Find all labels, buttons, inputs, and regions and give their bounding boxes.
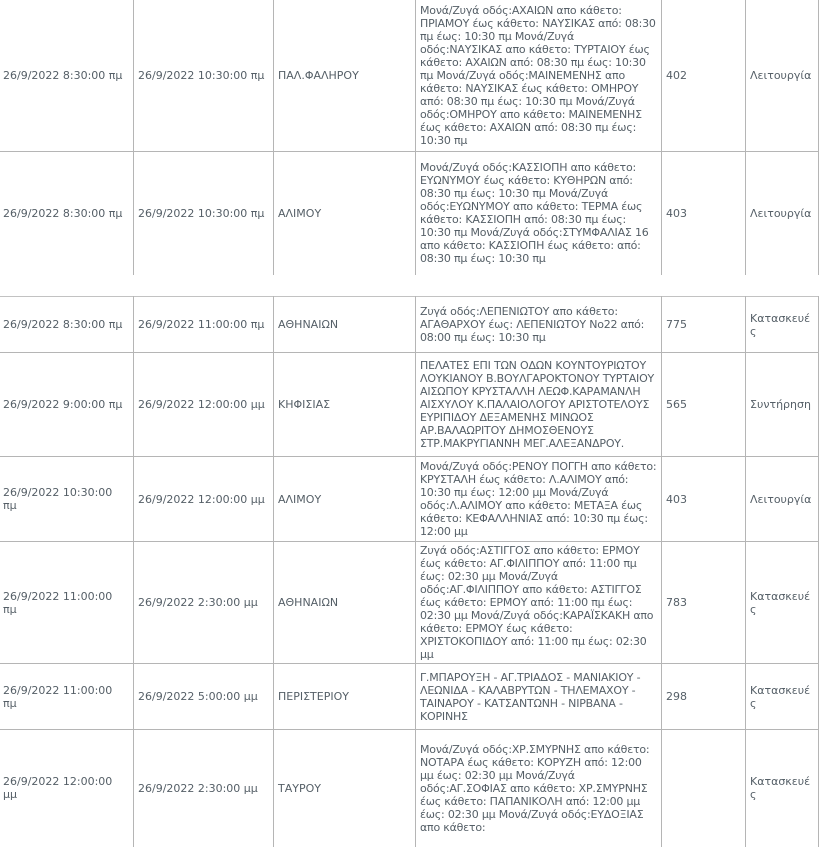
cell-municipality: ΠΕΡΙΣΤΕΡΙΟΥ — [274, 664, 416, 730]
cell-cause: Λειτουργία — [746, 0, 819, 151]
cell-cause: Λειτουργία — [746, 151, 819, 275]
cell-cause: Κατασκευές — [746, 730, 819, 847]
table-row — [0, 664, 819, 730]
cell-outage-number: 403 — [662, 151, 746, 275]
cell-end-datetime: 26/9/2022 2:30:00 μμ — [134, 542, 274, 664]
table-row — [0, 353, 819, 457]
table-row — [0, 151, 819, 275]
cell-municipality: ΑΛΙΜΟΥ — [274, 457, 416, 542]
cell-outage-number: 402 — [662, 0, 746, 151]
outages-table-top — [0, 0, 819, 275]
cell-start-datetime: 26/9/2022 8:30:00 πμ — [0, 0, 134, 151]
cell-start-datetime: 26/9/2022 11:00:00 πμ — [0, 542, 134, 664]
cell-street-details: Μονά/Ζυγά οδός:ΡΕΝΟΥ ΠΟΓΓΗ απο κάθετο: ΚΡΥΣΤΑΛΗ έως κάθετο: Λ.ΑΛΙΜΟΥ από: 10:30 πμ έως: 12:00 μμ Μονά/Ζυγά οδός:Λ.ΑΛΙΜΟΥ απο κάθετο: ΜΕΤΑΞΑ έως κάθετο: ΚΕΦΑΛΛΗΝΙΑΣ από: 10:30 πμ έως: 12:00 μμ — [416, 457, 662, 542]
cell-cause: Κατασκευές — [746, 542, 819, 664]
cell-end-datetime: 26/9/2022 10:30:00 πμ — [134, 151, 274, 275]
cell-municipality: ΑΘΗΝΑΙΩΝ — [274, 542, 416, 664]
table-row — [0, 730, 819, 847]
cell-start-datetime: 26/9/2022 8:30:00 πμ — [0, 151, 134, 275]
table-row — [0, 457, 819, 542]
cell-start-datetime: 26/9/2022 10:30:00 πμ — [0, 457, 134, 542]
cell-street-details: Μονά/Ζυγά οδός:ΚΑΣΣΙΟΠΗ απο κάθετο: ΕΥΩΝΥΜΟΥ έως κάθετο: ΚΥΘΗΡΩΝ από: 08:30 πμ έως: 10:30 πμ Μονά/Ζυγά οδός:ΕΥΩΝΥΜΟΥ απο κάθετο: ΤΕΡΜΑ έως κάθετο: ΚΑΣΣΙΟΠΗ από: 08:30 πμ έως: 10:30 πμ Μονά/Ζυγά οδός:ΣΤΥΜΦΑΛΙΑΣ 16 απο κάθετο: ΚΑΣΣΙΟΠΗ έως κάθετο: από: 08:30 πμ έως: 10:30 πμ — [416, 151, 662, 275]
cell-cause: Λειτουργία — [746, 457, 819, 542]
cell-cause: Κατασκευές — [746, 297, 819, 353]
tables-gap — [0, 275, 821, 296]
cell-end-datetime: 26/9/2022 5:00:00 μμ — [134, 664, 274, 730]
cell-outage-number — [662, 730, 746, 847]
cell-municipality: ΤΑΥΡΟΥ — [274, 730, 416, 847]
table-row — [0, 0, 819, 151]
cell-cause: Συντήρηση — [746, 353, 819, 457]
cell-outage-number: 298 — [662, 664, 746, 730]
cell-end-datetime: 26/9/2022 12:00:00 μμ — [134, 353, 274, 457]
table-row — [0, 297, 819, 353]
cell-end-datetime: 26/9/2022 2:30:00 μμ — [134, 730, 274, 847]
cell-start-datetime: 26/9/2022 9:00:00 πμ — [0, 353, 134, 457]
outages-table-bottom — [0, 296, 819, 847]
cell-street-details: Ζυγά οδός:ΛΕΠΕΝΙΩΤΟΥ απο κάθετο: ΑΓΑΘΑΡΧΟΥ έως: ΛΕΠΕΝΙΩΤΟΥ Νο22 από: 08:00 πμ έως: 10:30 πμ — [416, 297, 662, 353]
cell-municipality: ΑΘΗΝΑΙΩΝ — [274, 297, 416, 353]
cell-street-details: Μονά/Ζυγά οδός:ΑΧΑΙΩΝ απο κάθετο: ΠΡΙΑΜΟΥ έως κάθετο: ΝΑΥΣΙΚΑΣ από: 08:30 πμ έως: 10:30 πμ Μονά/Ζυγά οδός:ΝΑΥΣΙΚΑΣ απο κάθετο: ΤΥΡΤΑΙΟΥ έως κάθετο: ΑΧΑΙΩΝ από: 08:30 πμ έως: 10:30 πμ Μονά/Ζυγά οδός:ΜΑΙΝΕΜΕΝΗΣ απο κάθετο: ΝΑΥΣΙΚΑΣ έως κάθετο: ΟΜΗΡΟΥ από: 08:30 πμ έως: 10:30 πμ Μονά/Ζυγά οδός:ΟΜΗΡΟΥ απο κάθετο: ΜΑΙΝΕΜΕΝΗΣ έως κάθετο: ΑΧΑΙΩΝ από: 08:30 πμ έως: 10:30 πμ — [416, 0, 662, 151]
cell-street-details: Γ.ΜΠΑΡΟΥΞΗ - ΑΓ.ΤΡΙΑΔΟΣ - ΜΑΝΙΑΚΙΟΥ - ΛΕΩΝΙΔΑ - ΚΑΛΑΒΡΥΤΩΝ - ΤΗΛΕΜΑΧΟΥ - ΤΑΙΝΑΡΟΥ - ΚΑΤΣΑΝΤΩΝΗ - ΝΙΡΒΑΝΑ - ΚΟΡΙΝΗΣ — [416, 664, 662, 730]
cell-start-datetime: 26/9/2022 11:00:00 πμ — [0, 664, 134, 730]
table-row — [0, 542, 819, 664]
cell-end-datetime: 26/9/2022 12:00:00 μμ — [134, 457, 274, 542]
cell-end-datetime: 26/9/2022 11:00:00 πμ — [134, 297, 274, 353]
cell-start-datetime: 26/9/2022 12:00:00 μμ — [0, 730, 134, 847]
cell-street-details: ΠΕΛΑΤΕΣ ΕΠΙ ΤΩΝ ΟΔΩΝ ΚΟΥΝΤΟΥΡΙΩΤΟΥ ΛΟΥΚΙΑΝΟΥ Β.ΒΟΥΛΓΑΡΟΚΤΟΝΟΥ ΤΥΡΤΑΙΟΥ ΑΙΣΩΠΟΥ ΚΡΥΣΤΑΛΛΗ ΛΕΩΦ.ΚΑΡΑΜΑΝΛΗ ΑΙΣΧΥΛΟΥ Κ.ΠΑΛΑΙΟΛΟΓΟΥ ΑΡΙΣΤΟΤΕΛΟΥΣ ΕΥΡΙΠΙΔΟΥ ΔΕΞΑΜΕΝΗΣ ΜΙΝΩΟΣ ΑΡ.ΒΑΛΑΩΡΙΤΟΥ ΔΗΜΟΣΘΕΝΟΥΣ ΣΤΡ.ΜΑΚΡΥΓΙΑΝΝΗ ΜΕΓ.ΑΛΕΞΑΝΔΡΟΥ. — [416, 353, 662, 457]
cell-outage-number: 565 — [662, 353, 746, 457]
cell-outage-number: 783 — [662, 542, 746, 664]
cell-municipality: ΠΑΛ.ΦΑΛΗΡΟΥ — [274, 0, 416, 151]
cell-start-datetime: 26/9/2022 8:30:00 πμ — [0, 297, 134, 353]
cell-street-details: Ζυγά οδός:ΑΣΤΙΓΓΟΣ απο κάθετο: ΕΡΜΟΥ έως κάθετο: ΑΓ.ΦΙΛΙΠΠΟΥ από: 11:00 πμ έως: 02:30 μμ Μονά/Ζυγά οδός:ΑΓ.ΦΙΛΙΠΠΟΥ απο κάθετο: ΑΣΤΙΓΓΟΣ έως κάθετο: ΕΡΜΟΥ από: 11:00 πμ έως: 02:30 μμ Μονά/Ζυγά οδός:ΚΑΡΑΪΣΚΑΚΗ απο κάθετο: ΕΡΜΟΥ έως κάθετο: ΧΡΙΣΤΟΚΟΠΙΔΟΥ από: 11:00 πμ έως: 02:30 μμ — [416, 542, 662, 664]
cell-street-details: Μονά/Ζυγά οδός:ΧΡ.ΣΜΥΡΝΗΣ απο κάθετο: ΝΟΤΑΡΑ έως κάθετο: ΚΟΡΥΖΗ από: 12:00 μμ έως: 02:30 μμ Μονά/Ζυγά οδός:ΑΓ.ΣΟΦΙΑΣ απο κάθετο: ΧΡ.ΣΜΥΡΝΗΣ έως κάθετο: ΠΑΠΑΝΙΚΟΛΗ από: 12:00 μμ έως: 02:30 μμ Μονά/Ζυγά οδός:ΕΥΔΟΞΙΑΣ απο κάθετο: — [416, 730, 662, 847]
cell-end-datetime: 26/9/2022 10:30:00 πμ — [134, 0, 274, 151]
cell-outage-number: 775 — [662, 297, 746, 353]
cell-outage-number: 403 — [662, 457, 746, 542]
cell-municipality: ΚΗΦΙΣΙΑΣ — [274, 353, 416, 457]
cell-cause: Κατασκευές — [746, 664, 819, 730]
cell-municipality: ΑΛΙΜΟΥ — [274, 151, 416, 275]
